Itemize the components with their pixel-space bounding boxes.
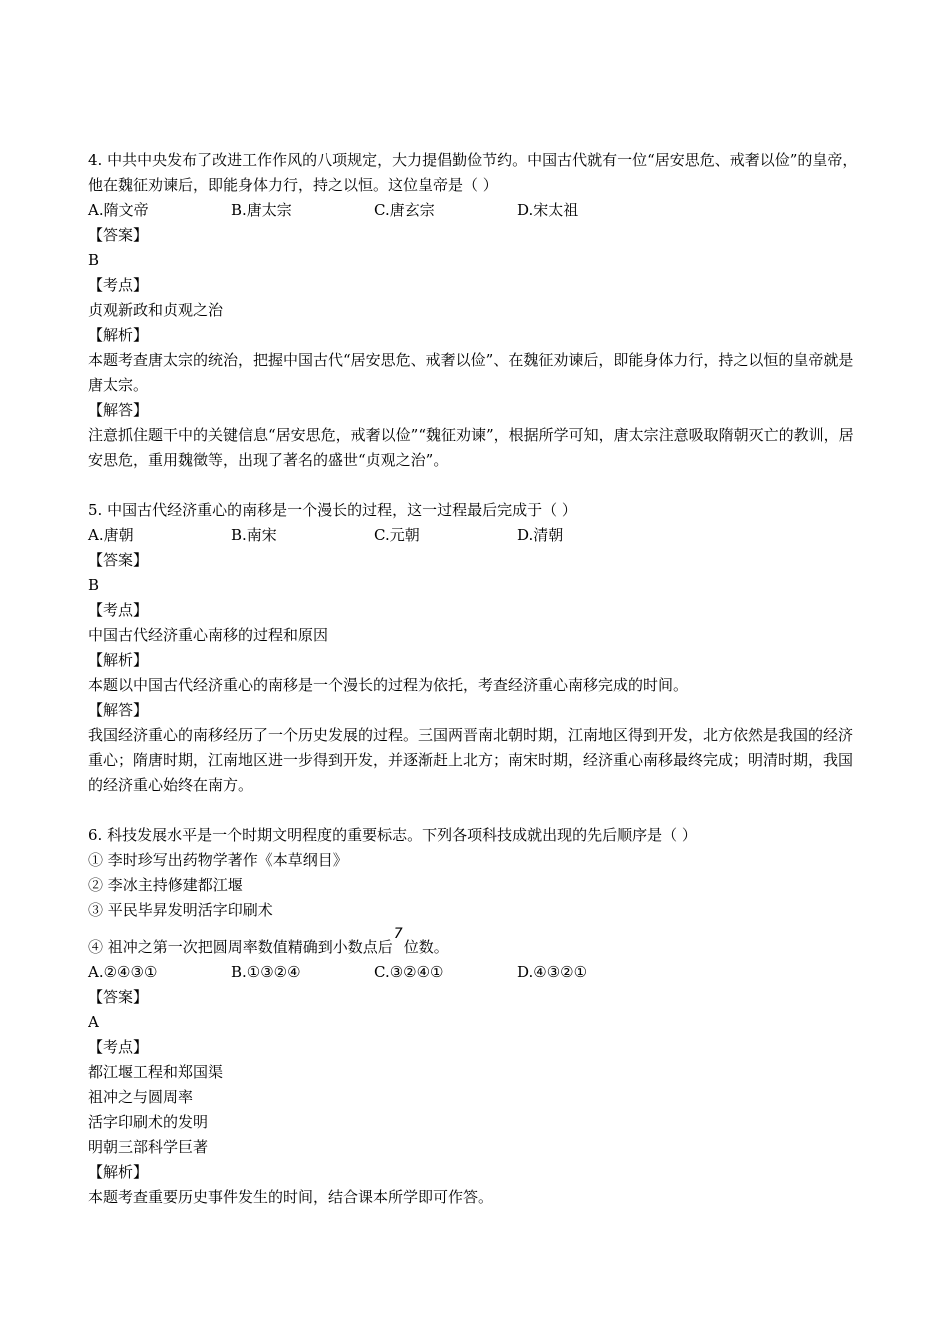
analysis-text: 本题考查重要历史事件发生的时间，结合课本所学即可作答。: [88, 1188, 494, 1206]
point-item: 贞观新政和贞观之治: [88, 301, 224, 319]
spacer: [88, 798, 863, 823]
solution-text: 我国经济重心的南移经历了一个历史发展的过程。三国两晋南北朝时期，江南地区得到开发，北方依然是我国的经济重心；隋唐时期，江南地区进一步得到开发，并逐渐赶上北方；南宋时期，经济重心南移最终完成；明清时期，我国的经济重心始终在南方。: [88, 726, 854, 794]
document-page: [88, 148, 863, 1210]
options-row: [88, 960, 863, 985]
point-label: 【考点】: [88, 1038, 149, 1056]
solution-label: 【解答】: [88, 701, 149, 719]
options-row: [88, 523, 863, 548]
answer-label: 【答案】: [88, 988, 149, 1006]
question-5: [88, 498, 863, 798]
option-c: C.唐玄宗: [374, 201, 435, 219]
spacer: [88, 473, 863, 498]
answer-value: A: [88, 1013, 99, 1031]
analysis-text: 本题以中国古代经济重心的南移是一个漫长的过程为依托，考查经济重心南移完成的时间。: [88, 676, 689, 694]
solution-label: 【解答】: [88, 401, 149, 419]
option-d: D.④③②①: [517, 963, 588, 981]
item4-text-before: ④ 祖冲之第一次把圆周率数值精确到小数点后: [88, 938, 393, 956]
point-item: 活字印刷术的发明: [88, 1113, 209, 1131]
question-4: [88, 148, 863, 473]
answer-value: B: [88, 251, 100, 269]
options-row: [88, 198, 863, 223]
option-b: B.①③②④: [231, 963, 301, 981]
list-item-4: [88, 923, 863, 960]
list-item: ③ 平民毕昇发明活字印刷术: [88, 901, 273, 919]
point-item: 明朝三部科学巨著: [88, 1138, 209, 1156]
answer-label: 【答案】: [88, 551, 149, 569]
option-b: B.唐太宗: [231, 201, 292, 219]
answer-value: B: [88, 576, 100, 594]
analysis-label: 【解析】: [88, 326, 149, 344]
solution-text: 注意抓住题干中的关键信息“居安思危，戒奢以俭”“魏征劝谏”，根据所学可知，唐太宗注意吸取隋朝灭亡的教训，居安思危，重用魏徵等，出现了著名的盛世“贞观之治”。: [88, 426, 854, 469]
analysis-text: 本题考查唐太宗的统治，把握中国古代“居安思危、戒奢以俭”、在魏征劝谏后，即能身体力行，持之以恒的皇帝就是唐太宗。: [88, 351, 854, 394]
point-label: 【考点】: [88, 601, 149, 619]
list-item: ① 李时珍写出药物学著作《本草纲目》: [88, 851, 348, 869]
point-item: 中国古代经济重心南移的过程和原因: [88, 626, 329, 644]
question-stem: 6. 科技发展水平是一个时期文明程度的重要标志。下列各项科技成就出现的先后顺序是（ ）: [88, 826, 697, 844]
option-b: B.南宋: [231, 526, 277, 544]
option-d: D.宋太祖: [517, 201, 579, 219]
analysis-label: 【解析】: [88, 1163, 149, 1181]
point-label: 【考点】: [88, 276, 149, 294]
answer-label: 【答案】: [88, 226, 149, 244]
option-a: A.②④③①: [88, 963, 158, 981]
analysis-label: 【解析】: [88, 651, 149, 669]
option-a: A.唐朝: [88, 526, 134, 544]
list-item: ② 李冰主持修建都江堰: [88, 876, 243, 894]
option-a: A.隋文帝: [88, 201, 149, 219]
option-c: C.元朝: [374, 526, 420, 544]
item4-superscript: 7: [393, 926, 403, 942]
point-item: 都江堰工程和郑国渠: [88, 1063, 224, 1081]
question-stem: 4. 中共中央发布了改进工作作风的八项规定，大力提倡勤俭节约。中国古代就有一位“居安思危、戒奢以俭”的皇帝，他在魏征劝谏后，即能身体力行，持之以恒。这位皇帝是（ ）: [88, 151, 858, 194]
point-item: 祖冲之与圆周率: [88, 1088, 194, 1106]
option-c: C.③②④①: [374, 963, 444, 981]
item4-text-after: 位数。: [403, 938, 449, 956]
question-stem: 5. 中国古代经济重心的南移是一个漫长的过程，这一过程最后完成于（ ）: [88, 501, 577, 519]
question-6: [88, 823, 863, 1210]
option-d: D.清朝: [517, 526, 564, 544]
